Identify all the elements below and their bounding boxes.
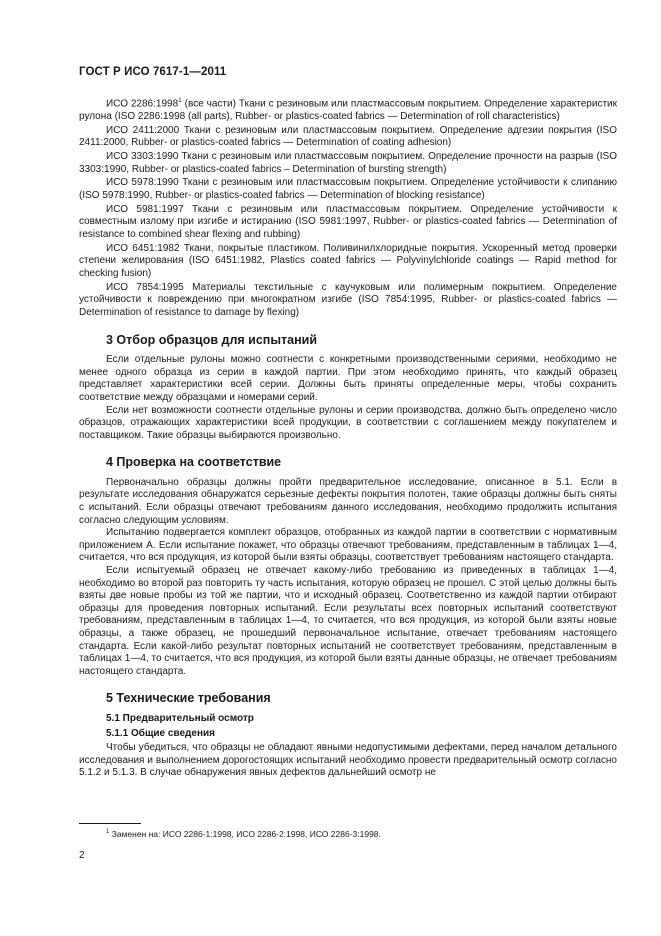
reference-item: ИСО 3303:1990 Ткани с резиновым или пластмассовым покрытием. Определение прочности на разрыв (ISO 3303:1990, Rubber- or plastics-coated fabrics – Determination of bursting strength) xyxy=(79,151,617,175)
subsection-5-1-title: 5.1 Предварительный осмотр xyxy=(106,712,254,724)
subsection-5-1-1-title: 5.1.1 Общие сведения xyxy=(106,727,215,739)
section-4-title: 4 Проверка на соответствие xyxy=(106,455,282,470)
section-3-title: 3 Отбор образцов для испытаний xyxy=(106,332,318,347)
reference-item: ИСО 2411:2000 Ткани с резиновым или пластмассовым покрытием. Определение адгезии покрытия (ISO 2411:2000, Rubber- or plastics-coated fabrics — Determination of coating adhesion) xyxy=(79,124,617,149)
document-id-header: ГОСТ Р ИСО 7617-1—2011 xyxy=(79,66,227,78)
page-number: 2 xyxy=(79,850,85,861)
reference-item: ИСО 5981:1997 Ткани с резиновым или пластмассовым покрытием. Определение устойчивости к совместным излому при изгибе и истиранию (ISO 5981:1997, Rubber- or plastics-coated fabrics — Determination of resistance to combined shear flexing and rubbing) xyxy=(79,203,617,241)
reference-item: ИСО 2286:1998$^1$ (все части) Ткани с резиновым или пластмассовым покрытием. Определение характеристик рулона (ISO 2286:1998 (all parts), Rubber- or plastics-coated fabrics — Determination of roll characteristics) xyxy=(79,97,617,122)
paragraph: Если испытуемый образец не отвечает какому-либо требованию из приведенных в таблицах 1—4, необходимо во второй раз повторить ту часть испытания, которую образец не прошел. С этой целью должны быть взяты две новые пробы из той же партии, что и исходный образец. Соответственно из каждой партии отбирают образцы для проведения повторных испытаний. Если результаты всех повторных испытаний соответствуют требованиям, представленным в таблицах 1—4, то считается, что вся продукция, из которой были взяты новые образцы, а также образец, не прошедший первоначальное испытание, отвечает требованиям настоящего стандарта. Если какой-либо результат повторных испытаний не соответствует требованиям, представленным в таблицах 1—4, то считается, что вся продукция, из которой были взяты данные образцы, не отвечает требованиям настоящего стандарта. xyxy=(79,565,617,677)
paragraph: Если отдельные рулоны можно соотнести с конкретными производственными сериями, необходимо не менее одного образца из серии в каждой партии. При этом необходимо принять, что каждый образец представляет характеристики всей серии. Должны быть приняты определенные меры, чтобы сохранить соответствие между образцами и номерами серий. xyxy=(79,354,617,403)
reference-item: ИСО 5978:1990 Ткани с резиновым или пластмассовым покрытием. Определение устойчивости к слипанию (ISO 5978:1990, Rubber- or plastics-coated fabrics — Determination of blocking resistance) xyxy=(79,177,617,202)
footnote: $^1$ Заменен на: ИСО 2286-1:1998, ИСО 2286-2:1998, ИСО 2286-3:1998. xyxy=(106,829,381,839)
paragraph: Чтобы убедиться, что образцы не обладают явными недопустимыми дефектами, перед началом детального исследования и выполнением дорогостоящих испытаний необходимо провести предварительный осмотр согласно 5.1.2 и 5.1.3. В случае обнаружения явных дефектов дальнейший осмотр не xyxy=(79,742,617,779)
footnote-divider xyxy=(79,823,141,824)
section-5-title: 5 Технические требования xyxy=(106,691,271,706)
paragraph: Если нет возможности соотнести отдельные рулоны и серии производства, должно быть определено число образцов, отражающих характеристики всей продукции, в соответствии с соглашением между покупателем и поставщиком. Такие образцы выбираются произвольно. xyxy=(79,404,617,441)
reference-item: ИСО 6451:1982 Ткани, покрытые пластиком. Поливинилхлоридные покрытия. Ускоренный метод проверки степени желирования (ISO 6451:1982, Plastics coated fabrics — Polyvinylchloride coatings — Rapid method for checking fusion) xyxy=(79,242,617,279)
paragraph: Испытанию подвергается комплект образцов, отобранных из каждой партии в соответствии с нормативным приложением А. Если испытание покажет, что образцы отвечают требованиям, представленным в таблицах 1—4, считается, что вся продукция, из которой были взяты образцы, соответствует требованиям настоящего стандарта. xyxy=(79,527,617,564)
footnote-mark: 1 xyxy=(106,829,110,836)
footnote-mark: 1 xyxy=(178,97,182,104)
paragraph: Первоначально образцы должны пройти предварительное исследование, описанное в 5.1. Если в результате исследования обнаружатся серьезные дефекты покрытия полотен, такие образцы должны быть сняты с испытаний. Если образцы отвечают требованиям данного исследования, необходимо продолжить испытания согласно следующим условиям. xyxy=(79,476,617,526)
reference-item: ИСО 7854:1995 Материалы текстильные с каучуковым или полимерным покрытием. Определение устойчивости к повреждению при многократном изгибе (ISO 7854:1995, Rubber- or plastics-coated fabrics — Determination of resistance to damage by flexing) xyxy=(79,281,617,318)
page-content xyxy=(79,95,617,780)
references-list xyxy=(79,95,617,320)
